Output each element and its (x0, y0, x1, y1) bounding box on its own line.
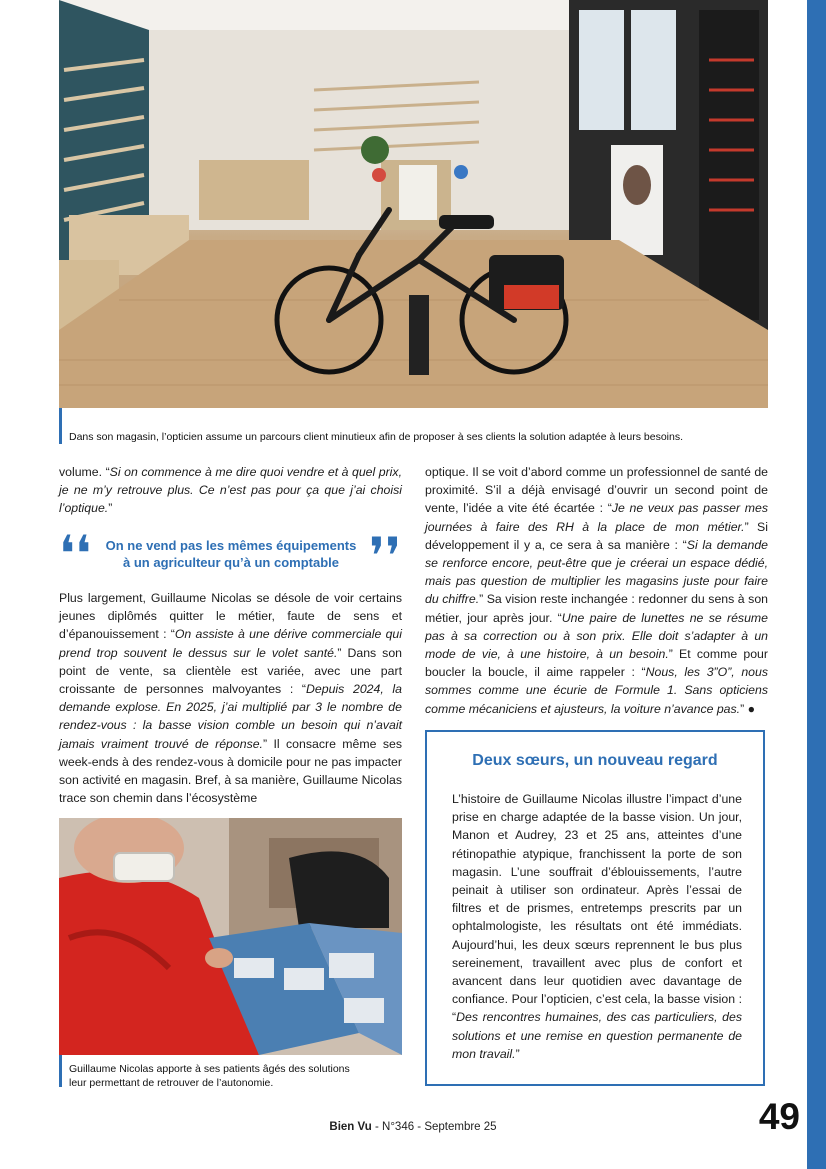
bottom-caption-bar (59, 1055, 62, 1087)
page-footer (0, 1121, 826, 1133)
sidebar-close: ” (515, 1046, 520, 1061)
intro-plain: volume. “ (59, 465, 110, 479)
p2-b: On assiste à une dérive commerciale qui prend trop souvent le dessus sur le volet santé. (59, 627, 403, 660)
r-d: Si la demande se renforce encore, peut-être que je créerai un espace dédié, mais pas question de multiplier les magasins juste pour faire du chiffre. (425, 537, 768, 607)
issue-info: - N°346 - Septembre 25 (371, 1121, 497, 1133)
sidebar-quote: Des rencontres humaines, des cas particuliers, des solutions et une remise en question permanente de mon travail. (452, 1010, 742, 1061)
open-quote-icon: ❛❛ (59, 525, 92, 583)
r-i: ” ● (740, 701, 756, 716)
magazine-name: Bien Vu (329, 1121, 372, 1133)
p2-d: Depuis 2024, la demande explose. En 2025, j’ai multiplié par 3 le nombre de rendez-vous : la basse vision comble un besoin qui n’avait jamais vraiment trouvé de réponse. (59, 682, 402, 751)
r-h: Nous, les 3”O”, nous sommes comme une écurie de Formule 1. Sans opticiens comme mécaniciens et ajusteurs, la voiture n’avance pas. (425, 665, 768, 716)
sidebar-body (452, 790, 742, 1063)
p2-a: Plus largement, Guillaume Nicolas se désole de voir certains jeunes diplômés quitter le métier, faute de sens et d’épanouissement : “ (59, 591, 402, 642)
r-a: optique. Il se voit d’abord comme un professionnel de santé de proximité. S’il a déjà envisagé d’ouvrir un second point de vente, l’idée a vite été écartée : “ (425, 465, 768, 516)
left-main-paragraph (59, 589, 402, 807)
sidebar-body-text: L’histoire de Guillaume Nicolas illustre l’impact d’une prise en charge adaptée de la basse vision. Un jour, Manon et Audrey, 23 et 25 ans, atteintes d’une rétinopathie atypique, franchissent la porte de son magasin. L’une souffrait d’éblouissements, l’autre peinait à utiliser son ordinateur. Après l’essai de filtres et de prismes, entretemps prescrits par un ophtalmologiste, les résultats ont été immédiats. Aujourd’hui, les deux sœurs reprennent le bus plus sereinement, travaillent avec plus de confort et avancent dans leur quotidien avec davantage de confiance. Pour l’opticien, c’est cela, la basse vision : “ (452, 792, 742, 1025)
shop-illustration (59, 0, 768, 408)
sidebar-title: Deux sœurs, un nouveau regard (472, 752, 718, 769)
right-main-paragraph (425, 463, 768, 718)
close-quote-icon: ❜❜ (369, 527, 402, 585)
intro-close: ” (108, 501, 113, 516)
pull-quote-text (93, 537, 369, 571)
bottom-caption-line2: leur permettant de retrouver de l’autonomie. (69, 1077, 274, 1089)
intro-quote: Si on commence à me dire quoi vendre et à quel prix, je ne m’y retrouve plus. Ce n’est pas pour ça que j’ai choisi l’optique. (59, 465, 402, 516)
top-caption-bar (59, 408, 62, 444)
r-f: Une paire de lunettes ne se résume pas à sa correction ou à son prix. Elle doit s’adapter à un mode de vie, à une histoire, à un besoin. (425, 610, 768, 662)
pull-quote-line1: On ne vend pas les mêmes équipements (105, 538, 357, 553)
pull-quote (59, 525, 402, 585)
top-photo-caption: Dans son magasin, l’opticien assume un parcours client minutieux afin de proposer à ses clients la solution adaptée à leurs besoins. (69, 431, 684, 443)
left-intro-paragraph (59, 463, 402, 518)
sidebar-box (425, 730, 765, 1086)
r-b: Je ne veux pas passer mes journées à faire des RH à la place de mon métier. (425, 501, 768, 534)
p2-e: ” Il consacre même ses week-ends à des rendez-vous à domicile pour ne pas impacter son activité en magasin. Bref, à sa manière, Guillaume Nicolas trace son chemin dans l’écosystème (59, 736, 403, 806)
r-g: ” Et comme pour boucler la boucle, il aime rappeler : “ (425, 647, 768, 680)
page-edge-bar (807, 0, 826, 1169)
pull-quote-line2: à un agriculteur qu’à un comptable (123, 555, 339, 570)
p2-c: ” Dans son point de vente, sa clientèle est variée, avec une part croissante de personnes malvoyantes : “ (59, 645, 403, 697)
bottom-photo-caption (69, 1062, 409, 1090)
reader-photo (59, 818, 402, 1055)
r-c: ” Si développement il y a, ce sera à sa manière : “ (425, 519, 768, 552)
reader-illustration (59, 818, 402, 1055)
bottom-caption-line1: Guillaume Nicolas apporte à ses patients âgés des solutions (69, 1063, 350, 1075)
page-number: 49 (758, 1096, 800, 1137)
shop-photo (59, 0, 768, 408)
r-e: ” Sa vision reste inchangée : redonner du sens à son métier, jour après jour. “ (425, 592, 768, 625)
